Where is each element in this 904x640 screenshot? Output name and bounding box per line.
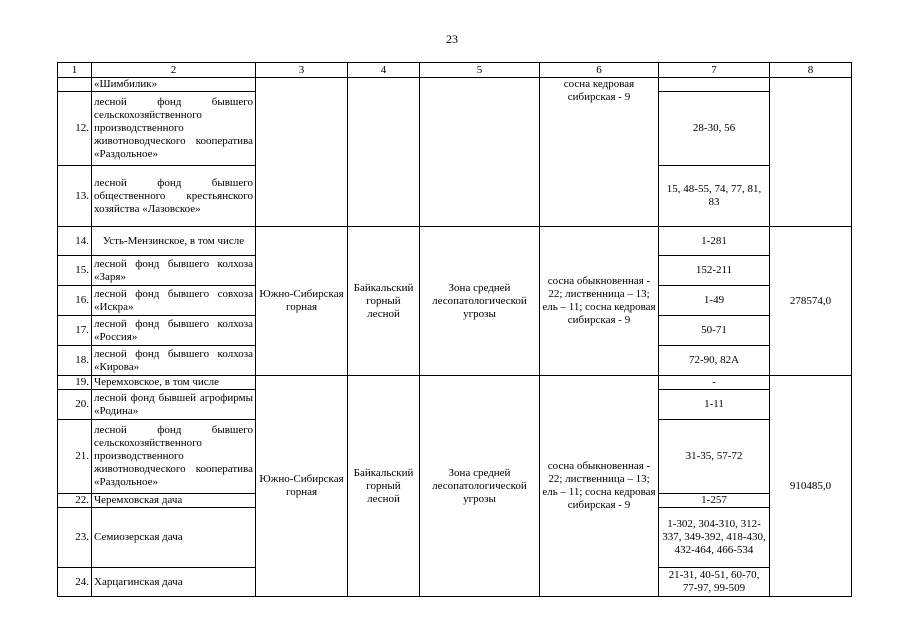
quarters-cell: 1-302, 304-310, 312-337, 349-392, 418-430, 432-464, 466-534 [659,508,770,568]
species-cell: сосна кедровая сибирская - 9 [540,78,659,227]
header-row [58,63,852,78]
header-cell: 3 [256,63,348,78]
header-cell: 8 [770,63,852,78]
row-number: 13. [58,166,92,227]
row-number: 24. [58,568,92,597]
row-number: 20. [58,390,92,420]
header-cell: 1 [58,63,92,78]
row-number: 23. [58,508,92,568]
table-row [58,78,852,92]
row-number: 22. [58,494,92,508]
quarters-cell: 15, 48-55, 74, 77, 81, 83 [659,166,770,227]
row-name: «Шимбилик» [92,78,256,92]
species-cell: сосна обыкновенная - 22; лиственница – 13; ель – 11; сосна кедровая сибирская - 9 [540,227,659,376]
row-number: 21. [58,420,92,494]
quarters-cell: - [659,376,770,390]
row-name: лесной фонд бывшего совхоза «Искра» [92,286,256,316]
header-cell: 6 [540,63,659,78]
row-name: лесной фонд бывшего колхоза «Заря» [92,256,256,286]
region-cell [348,78,420,227]
row-number: 18. [58,346,92,376]
row-number: 17. [58,316,92,346]
row-number: 19. [58,376,92,390]
region-cell: Байкальский горный лесной [348,376,420,597]
row-name: Усть-Мензинское, в том числе [92,227,256,256]
region-cell: Байкальский горный лесной [348,227,420,376]
threat-cell: Зона средней лесопатологической угрозы [420,376,540,597]
quarters-cell: 152-211 [659,256,770,286]
threat-cell [420,78,540,227]
row-number: 12. [58,92,92,166]
area-cell: 910485,0 [770,376,852,597]
species-cell: сосна обыкновенная - 22; лиственница – 13; ель – 11; сосна кедровая сибирская - 9 [540,376,659,597]
zone-cell: Южно-Сибирская горная [256,376,348,597]
quarters-cell [659,78,770,92]
row-name: лесной фонд бывшего общественного крестьянского хозяйства «Лазовское» [92,166,256,227]
zone-cell: Южно-Сибирская горная [256,227,348,376]
header-cell: 7 [659,63,770,78]
quarters-cell: 50-71 [659,316,770,346]
zone-cell [256,78,348,227]
row-number: 15. [58,256,92,286]
row-name: Черемховская дача [92,494,256,508]
quarters-cell: 21-31, 40-51, 60-70, 77-97, 99-509 [659,568,770,597]
quarters-cell: 1-11 [659,390,770,420]
area-cell: 278574,0 [770,227,852,376]
threat-cell: Зона средней лесопатологической угрозы [420,227,540,376]
quarters-cell: 1-49 [659,286,770,316]
header-cell: 2 [92,63,256,78]
header-cell: 4 [348,63,420,78]
quarters-cell: 1-257 [659,494,770,508]
row-name: лесной фонд бывшей агрофирмы «Родина» [92,390,256,420]
quarters-cell: 28-30, 56 [659,92,770,166]
forestry-table [57,62,852,597]
quarters-cell: 72-90, 82А [659,346,770,376]
row-number: 16. [58,286,92,316]
page-number: 23 [446,32,458,46]
table-row [58,227,852,256]
row-name: лесной фонд бывшего сельскохозяйственного производственного животноводческого кооператива «Раздольное» [92,420,256,494]
row-name: лесной фонд бывшего колхоза «Россия» [92,316,256,346]
row-name: лесной фонд бывшего сельскохозяйственного производственного животноводческого кооператива «Раздольное» [92,92,256,166]
table-row [58,376,852,390]
header-cell: 5 [420,63,540,78]
row-name: Семиозерская дача [92,508,256,568]
row-name: лесной фонд бывшего колхоза «Кирова» [92,346,256,376]
row-number [58,78,92,92]
row-number: 14. [58,227,92,256]
row-name: Черемховское, в том числе [92,376,256,390]
row-name: Харцагинская дача [92,568,256,597]
area-cell [770,78,852,227]
quarters-cell: 1-281 [659,227,770,256]
quarters-cell: 31-35, 57-72 [659,420,770,494]
